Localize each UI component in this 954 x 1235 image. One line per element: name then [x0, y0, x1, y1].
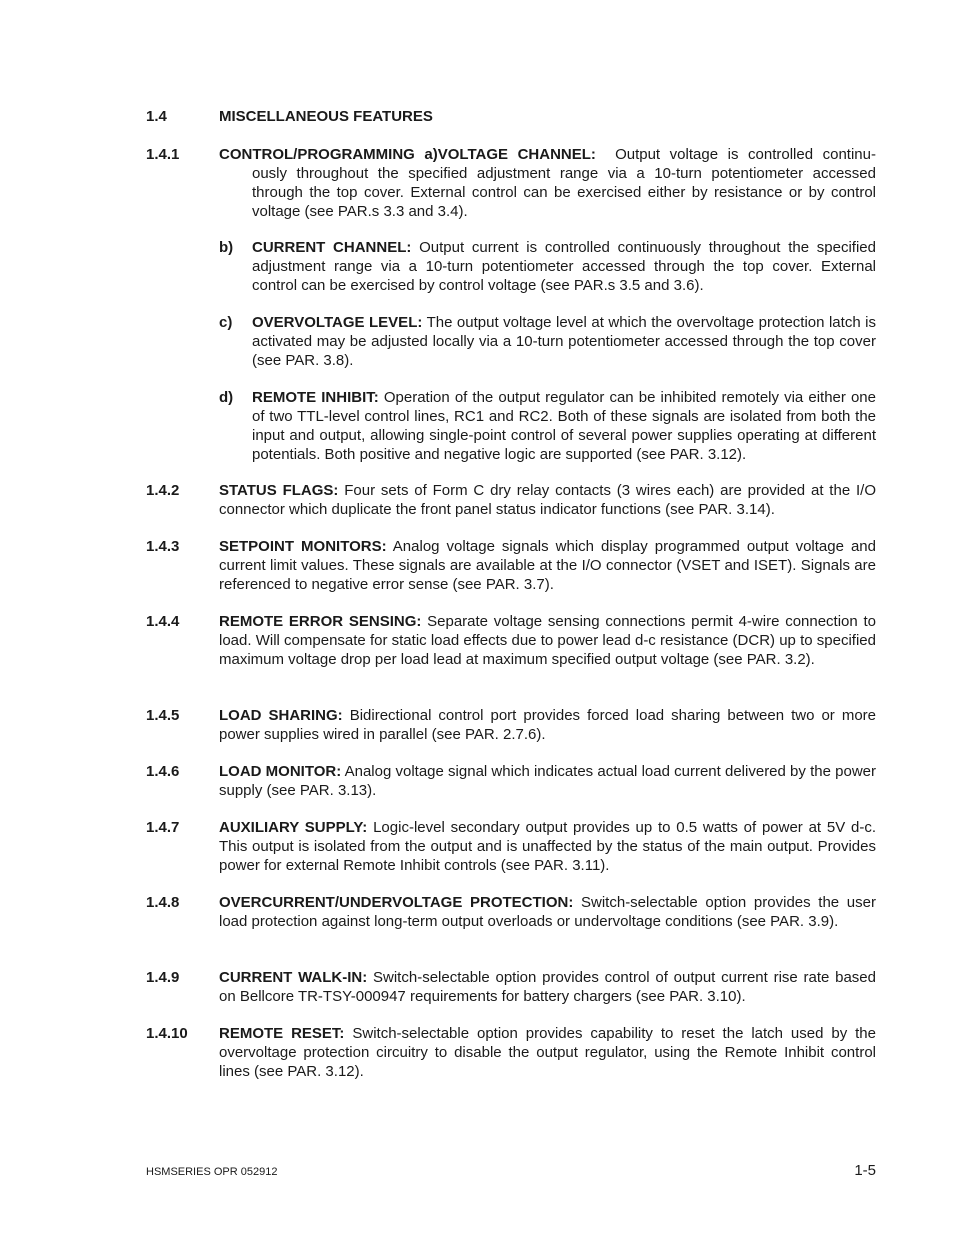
paragraph-1-4-9 — [146, 968, 876, 1006]
paragraph-lead: CURRENT WALK-IN: — [219, 969, 368, 986]
sub-item-b — [219, 238, 876, 295]
paragraph-lead: STATUS FLAGS: — [219, 482, 339, 499]
paragraph-1-4-10 — [146, 1024, 876, 1081]
paragraph-text: Logic-level secondary output provides up to 0.5 watts of power at 5V d-c. This output is isolated from the output and is unaffected by the status of the main output. Provides power for external Remote Inhibit controls (see PAR. 3.11). — [219, 819, 876, 874]
paragraph-lead: REMOTE RESET: — [219, 1025, 345, 1042]
paragraph-text: Switch-selectable option provides capability to reset the latch used by the overvoltage protection circuitry to disable the output regulator, using the Remote Inhibit control lines (see PAR. 3.12). — [219, 1025, 876, 1080]
paragraph-lead: LOAD MONITOR: — [219, 763, 342, 780]
paragraph-body — [219, 537, 876, 594]
paragraph-1-4-2 — [146, 481, 876, 519]
paragraph-number: 1.4.9 — [146, 969, 180, 986]
paragraph-lead: REMOTE ERROR SENSING: — [219, 613, 422, 630]
footer-doc-id: HSMSERIES OPR 052912 — [146, 1166, 278, 1178]
paragraph-text: Switch-selectable option provides the user load protection against long-term output overloads or undervoltage conditions (see PAR. 3.9). — [219, 894, 876, 930]
paragraph-1-4-4 — [146, 612, 876, 669]
paragraph-body — [219, 893, 876, 931]
paragraph-number: 1.4.8 — [146, 894, 180, 911]
section-number: 1.4 — [146, 108, 167, 125]
paragraph-lead: LOAD SHARING: — [219, 707, 343, 724]
paragraph-lead: AUXILIARY SUPPLY: — [219, 819, 368, 836]
paragraph-number: 1.4.10 — [146, 1025, 188, 1042]
sub-item-letter: b) — [219, 239, 234, 256]
sub-item-lead: CURRENT CHANNEL: — [252, 239, 412, 256]
sub-item-letter: c) — [219, 314, 233, 331]
paragraph-1-4-5 — [146, 706, 876, 744]
paragraph-body — [219, 706, 876, 744]
paragraph-body — [219, 968, 876, 1006]
paragraph-text: Four sets of Form C dry relay contacts (3 wires each) are provided at the I/O connector which duplicate the front panel status indicator functions (see PAR. 3.14). — [219, 482, 876, 518]
section-title: MISCELLANEOUS FEATURES — [219, 108, 433, 125]
paragraph-body — [219, 612, 876, 669]
sub-item-d — [219, 388, 876, 464]
paragraph-1-4-1 — [146, 145, 876, 221]
paragraph-body — [219, 481, 876, 519]
section-heading — [146, 107, 433, 126]
paragraph-1-4-7 — [146, 818, 876, 875]
paragraph-body — [219, 145, 876, 221]
paragraph-number: 1.4.4 — [146, 613, 180, 630]
paragraph-text: Bidirectional control port provides forced load sharing between two or more power supplies wired in parallel (see PAR. 2.7.6). — [219, 707, 876, 743]
paragraph-number: 1.4.1 — [146, 146, 180, 163]
paragraph-text: Separate voltage sensing connections permit 4-wire connection to load. Will compensate for static load effects due to power lead d-c resistance (DCR) up to specified maximum voltage drop per load lead at maximum specified output voltage (see PAR. 3.2). — [219, 613, 877, 668]
sub-item-lead: OVERVOLTAGE LEVEL: — [252, 314, 423, 331]
sub-item-c — [219, 313, 876, 370]
paragraph-lead: SETPOINT MONITORS: — [219, 538, 387, 555]
paragraph-continuation: ously throughout the specified adjustment range via a 10-turn potentiometer accessed through the top cover. External control can be exercised either by resistance or by control voltage (see PAR.s 3.3 and 3.4). — [252, 165, 876, 220]
paragraph-lead: CONTROL/PROGRAMMING a)VOLTAGE CHANNEL: — [219, 146, 596, 163]
sub-item-body — [252, 238, 876, 295]
paragraph-text: Analog voltage signals which display programmed output voltage and current limit values. These signals are available at the I/O connector (VSET and ISET). Signals are referenced to negative error sense (see PAR. 3.7). — [219, 538, 876, 593]
paragraph-1-4-6 — [146, 762, 876, 800]
paragraph-1-4-3 — [146, 537, 876, 594]
sub-item-text: Operation of the output regulator can be inhibited remotely via either one of two TTL-level control lines, RC1 and RC2. Both of these signals are isolated from both the input and output, allowing single-point control of several power supplies operating at different potentials. Both positive and negative logic are supported (see PAR. 3.12). — [252, 389, 876, 463]
paragraph-number: 1.4.2 — [146, 482, 180, 499]
sub-item-body — [252, 388, 876, 464]
paragraph-lead: OVERCURRENT/UNDERVOLTAGE PROTECTION: — [219, 894, 574, 911]
paragraph-body — [219, 818, 876, 875]
sub-item-text: The output voltage level at which the overvoltage protection latch is activated may be adjusted locally via a 10-turn potentiometer accessed through the top cover (see PAR. 3.8). — [252, 314, 876, 369]
sub-item-letter: d) — [219, 389, 234, 406]
paragraph-text: Analog voltage signal which indicates actual load current delivered by the power supply (see PAR. 3.13). — [219, 763, 876, 799]
footer-page-number: 1-5 — [854, 1162, 876, 1179]
paragraph-1-4-8 — [146, 893, 876, 931]
sub-item-lead: REMOTE INHIBIT: — [252, 389, 379, 406]
paragraph-first-text: Output voltage is controlled continu- — [615, 146, 876, 163]
paragraph-body — [219, 762, 876, 800]
paragraph-number: 1.4.3 — [146, 538, 180, 555]
paragraph-body — [219, 1024, 876, 1081]
paragraph-number: 1.4.6 — [146, 763, 180, 780]
paragraph-number: 1.4.7 — [146, 819, 180, 836]
paragraph-number: 1.4.5 — [146, 707, 180, 724]
sub-item-text: Output current is controlled continuously throughout the specified adjustment range via a 10-turn potentiometer accessed through the top cover. External control can be exercised by control voltage (see PAR.s 3.5 and 3.6). — [252, 239, 876, 294]
document-page — [146, 0, 876, 1235]
paragraph-first-line — [219, 145, 876, 164]
paragraph-text: Switch-selectable option provides control of output current rise rate based on Bellcore TR-TSY-000947 requirements for battery chargers (see PAR. 3.10). — [219, 969, 876, 1005]
sub-item-body — [252, 313, 876, 370]
